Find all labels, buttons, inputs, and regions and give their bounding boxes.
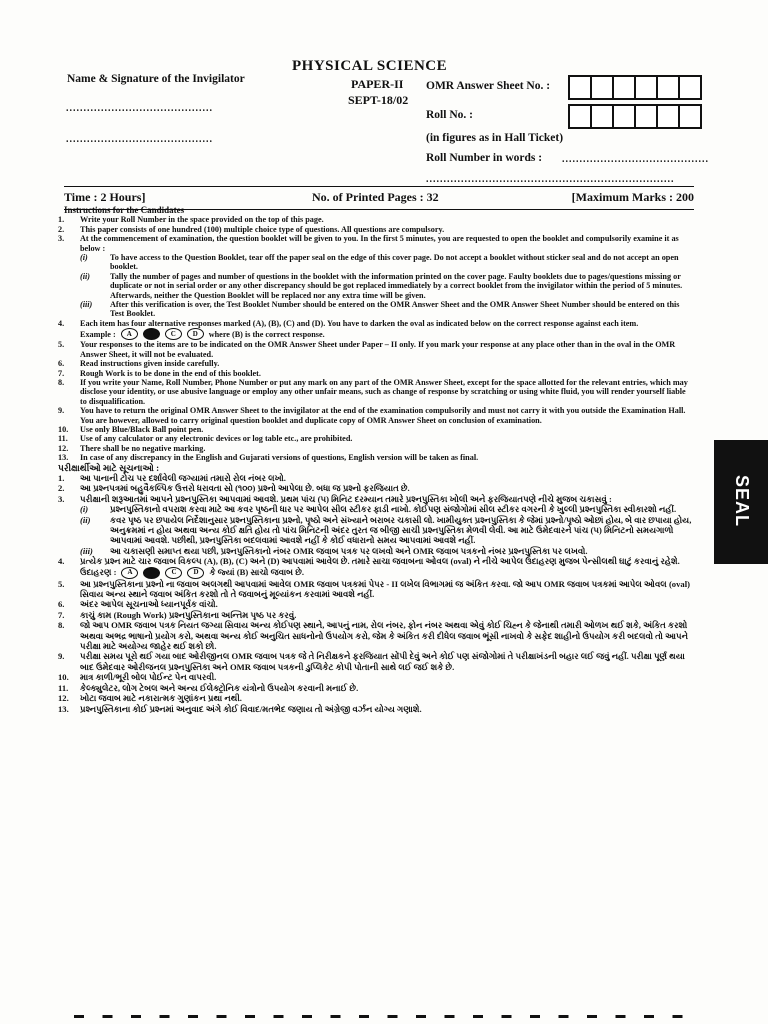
- item-number: 3.: [58, 234, 65, 244]
- item-number: 9.: [58, 406, 65, 416]
- item-text: Tally the number of pages and number of questions in the booklet with the information printed on the cover page. Faulty booklets due to pages/questions missing or duplicate or not in serial order or any other discrepancy should be got replaced immediately by a correct booklet from the invigilator within the period of 5 minutes. Afterwards, neither the Question Booklet will be replaced nor any extra time will be given.: [110, 271, 683, 300]
- instruction-item: [58, 651, 694, 672]
- time-label: Time : 2 Hours]: [64, 190, 146, 204]
- item-number: 7.: [58, 368, 65, 378]
- item-text: Use only Blue/Black Ball point pen.: [80, 424, 204, 434]
- item-number: 11.: [58, 682, 69, 693]
- english-example: Example : A B C D where (B) is the correct response.: [80, 329, 325, 339]
- sub-instruction: [80, 504, 694, 514]
- instruction-item: [58, 453, 694, 462]
- figures-note: (in figures as in Hall Ticket): [426, 132, 564, 144]
- oval-d: D: [187, 567, 204, 579]
- item-number: 12.: [58, 443, 69, 453]
- footer-marks: ▬ ▬ ▬ ▬ ▬ ▬ ▬ ▬ ▬ ▬ ▬ ▬ ▬ ▬ ▬ ▬ ▬ ▬ ▬ ▬ ▬ ▬: [74, 1010, 691, 1021]
- item-text: પ્રશ્નપુસ્તિકાનો વપરાશ કરવા માટે આ કવર પૃષ્ઠની ધાર પર આપેલ સીલ સ્ટીકર ફાડી નાખો. કોઈપણ સંજોગોમાં સીલ સ્ટીકર વગરની કે ખુલ્લી પ્રશ્નપુસ્તિકા સ્વીકારશો નહીં.: [110, 504, 677, 515]
- instruction-item: [58, 473, 694, 483]
- item-text: If you write your Name, Roll Number, Phone Number or put any mark on any part of the OMR Answer Sheet, except for the space allotted for the relevant entries, which may disclose your identity, or use abusive language or employ any other unfair means, such as change of response by scratching or using white fluid, you will render yourself liable to disqualification.: [80, 377, 688, 406]
- instructions-block: [58, 206, 694, 714]
- instruction-item: [58, 672, 694, 682]
- item-number: 3.: [58, 493, 65, 504]
- english-items: [58, 215, 694, 253]
- oval-a: A: [121, 328, 138, 340]
- sub-instruction: [80, 272, 694, 300]
- gujarati-section: [58, 463, 694, 714]
- instruction-item: [58, 704, 694, 714]
- item-number: 11.: [58, 434, 68, 444]
- item-text: In case of any discrepancy in the English and Gujarati versions of questions, English version will be taken as final.: [80, 453, 479, 463]
- item-number: (iii): [80, 300, 93, 310]
- item-text: ખોટા જવાબ માટે નકારાત્મક ગુણાંકન પ્રથા નથી.: [80, 693, 242, 704]
- item-text: જો આપ OMR જવાબ પત્રક નિયત જગ્યા સિવાય અન્ય કોઈપણ સ્થાને, આપનું નામ, રોલ નંબર, ફોન નંબર અથવા એવું કોઈ ચિહ્ન કે જેનાથી તમારી ઓળખ થઈ શકે, અંકિત કરશો અથવા અભદ્ર ભાષાનો પ્રયોગ કરો, અથવા અન્ય કોઈ અનુચિત સાધનોનો ઉપયોગ કરો, જેમ કે અંકિત કરી દીધેલ જવાબ ભૂંસી નાખવો કે સફેદ શાહીનો ઉપયોગ કરી બદલવો તો આપને પરીક્ષા માટે અયોગ્ય જાહેર થઈ શકો છો.: [80, 620, 689, 652]
- item-number: 8.: [58, 620, 65, 631]
- roll-label: Roll No. :: [426, 109, 473, 121]
- sub-instruction: [80, 253, 694, 272]
- roll-words-line-2[interactable]: .......................................................................: [426, 174, 675, 185]
- oval-c: C: [165, 567, 182, 579]
- item-text: Rough Work is to be done in the end of this booklet.: [80, 368, 261, 378]
- item-number: (i): [80, 253, 88, 263]
- gujarati-heading: પરીક્ષાર્થીઓ માટે સૂચનાઓ :: [58, 462, 160, 473]
- item-text: અંદર આપેલ સૂચનાઓ ધ્યાનપૂર્વક વાંચો.: [80, 599, 218, 610]
- item-number: 10.: [58, 424, 69, 434]
- page-title: PHYSICAL SCIENCE: [292, 58, 448, 74]
- sub-instruction: [80, 515, 694, 546]
- item-text: To have access to the Question Booklet, tear off the paper seal on the edge of this cover page. Do not accept a booklet without sticker seal and do not accept an open booklet.: [110, 253, 679, 272]
- printed-pages-label: No. of Printed Pages : 32: [312, 190, 439, 204]
- oval-b-filled: B: [143, 567, 160, 579]
- instruction-item: [58, 378, 694, 406]
- instruction-item: [58, 494, 694, 504]
- item-text: At the commencement of examination, the question booklet will be given to you. In the first 5 minutes, you are requested to open the booklet and compulsorily examine it as below :: [80, 234, 679, 253]
- item-text: After this verification is over, the Test Booklet Number should be entered on the OMR Answer Sheet and the OMR Answer Sheet Number should be entered on this Test Booklet.: [110, 300, 680, 319]
- item-number: 2.: [58, 224, 65, 234]
- oval-b-filled: B: [143, 328, 160, 340]
- roll-words-label: Roll Number in words :: [426, 152, 543, 164]
- item-number: 8.: [58, 377, 65, 387]
- item-number: 6.: [58, 599, 65, 610]
- item-number: 12.: [58, 693, 69, 704]
- instruction-item: [58, 483, 694, 493]
- english-rest-items: [58, 340, 694, 462]
- instruction-item: [58, 425, 694, 434]
- english-subitems: [58, 253, 694, 319]
- instruction-item: [58, 620, 694, 651]
- sub-instruction: [80, 546, 694, 556]
- instruction-item: [58, 444, 694, 453]
- gujarati-items: [58, 473, 694, 504]
- seal-tab[interactable]: [714, 440, 768, 564]
- item-text: Use of any calculator or any electronic devices or log table etc., are prohibited.: [80, 434, 353, 444]
- item-text: પ્રશ્નપુસ્તિકાના કોઈ પ્રશ્નમાં અનુવાદ અંગે કોઈ વિવાદ/મતભેદ જણાય તો અંગ્રેજી વર્ઝન યોગ્ય ગણાશે.: [80, 703, 422, 714]
- item-number: (ii): [80, 271, 91, 281]
- instruction-item: [58, 610, 694, 620]
- item-number: 9.: [58, 651, 65, 662]
- item-text: પરીક્ષા સમય પૂરો થઈ ગયા બાદ ઓરીજીનલ OMR જવાબ પત્રક જે તે નિરીક્ષકને ફરજિયાત સોંપી દેવું અને કોઈ પણ સંજોગોમાં તે પરીક્ષાખંડની બહાર લઈ જવું નહીં. પરીક્ષા પૂર્ણ થયા બાદ ઉમેદવાર ઓરીજનલ પ્રશ્નપુસ્તિકા અને OMR જવાબ પત્રકની ડુપ્લિકેટ કોપી પોતાની સાથે લઈ જઈ શકે છે.: [80, 651, 685, 672]
- instruction-item: [58, 225, 694, 234]
- instruction-item: [58, 599, 694, 609]
- omr-label: OMR Answer Sheet No. :: [426, 80, 551, 92]
- item-number: 13.: [58, 703, 69, 714]
- item-number: 5.: [58, 578, 65, 589]
- item-text: You have to return the original OMR Answer Sheet to the invigilator at the end of the examination compulsorily and must not carry it with you outside the Examination Hall. You are however, allowed to carry original question booklet and duplicate copy of OMR Answer Sheet on conclusion of examination.: [80, 406, 686, 425]
- item-text: પરીક્ષાની શરૂઆતમાં આપને પ્રશ્નપુસ્તિકા આપવામાં આવશે. પ્રથમ પાંચ (૫) મિનિટ દરમ્યાન તમારે પ્રશ્નપુસ્તિકા ખોલી અને ફરજિયાતપણે નીચે મુજબ ચકાસવું :: [80, 493, 612, 504]
- item-number: 7.: [58, 609, 65, 620]
- item-number: 1.: [58, 472, 65, 483]
- oval-d: D: [187, 328, 204, 340]
- oval-a: A: [121, 567, 138, 579]
- omr-number-boxes[interactable]: [570, 75, 702, 100]
- item-number: 10.: [58, 672, 69, 683]
- item-number: 1.: [58, 215, 65, 225]
- seal-label: SEAL: [732, 475, 752, 528]
- invigilator-line-1[interactable]: ..........................................: [66, 103, 213, 114]
- gujarati-subitems: [58, 504, 694, 556]
- instruction-item: [58, 234, 694, 253]
- item-text: This paper consists of one hundred (100) multiple choice type of questions. All questions are compulsory.: [80, 224, 445, 234]
- item-text: આ પ્રશ્નપુસ્તિકાના પ્રશ્નો ના જવાબ અલગથી આપવામાં આવેલ OMR જવાબ પત્રકમાં પેપર - II લખેલ વિભાગમાં જ અંકિત કરવા. જો આપ OMR જવાબ પત્રકમાં આપેલ ઓવલ (oval) સિવાય અન્ય સ્થાને જવાબ અંકિત કરશો તો તે જવાબનું મૂલ્યાંકન કરવામાં આવશે નહીં.: [80, 578, 690, 600]
- oval-c: C: [165, 328, 182, 340]
- instruction-item: [58, 359, 694, 368]
- gujarati-item-4: 4. પ્રત્યેક પ્રશ્ન માટે ચાર જવાબ વિકલ્પ (A), (B), (C) અને (D) આપવામાં આવેલ છે. તમારે સાચા જવાબના ઓવલ (oval) ને નીચે આપેલ ઉદાહરણ મુજબ પેન્સીલથી ઘાટું કરવાનું રહેશે.: [58, 556, 680, 567]
- item-number: 13.: [58, 453, 69, 463]
- item-text: આ ચકાસણી સમાપ્ત થયા પછી, પ્રશ્નપુસ્તિકાનો નંબર OMR જવાબ પત્રક પર લખવો અને OMR જવાબ પત્રકનો નંબર પ્રશ્નપુસ્તિકા પર લખવો.: [110, 545, 588, 556]
- invigilator-line-2[interactable]: ..........................................: [66, 134, 213, 145]
- item-text: કાચું કામ (Rough Work) પ્રશ્નપુસ્તિકાના અન્તિમ પૃષ્ઠ પર કરવું.: [80, 609, 297, 620]
- instruction-item: [58, 215, 694, 224]
- instruction-item: [58, 693, 694, 703]
- instruction-item: [58, 340, 694, 359]
- sub-instruction: [80, 300, 694, 319]
- english-heading: Instructions for the Candidates: [64, 205, 185, 215]
- item-number: 5.: [58, 340, 65, 350]
- item-number: 2.: [58, 483, 65, 494]
- instruction-item: [58, 434, 694, 443]
- gujarati-rest-items: [58, 579, 694, 714]
- item-number: (ii): [80, 514, 91, 525]
- instruction-item: [58, 369, 694, 378]
- instruction-item: [58, 579, 694, 600]
- paper-code: SEPT-18/02: [348, 93, 409, 107]
- item-number: (iii): [80, 545, 93, 556]
- item-text: આ પ્રશ્નપત્રમાં બહુવૈકલ્પિક ઉત્તરો ધરાવતા સો (૧૦૦) પ્રશ્નો આપેલા છે. બધા જ પ્રશ્નો ફરજિયાત છે.: [80, 483, 410, 494]
- item-text: Read instructions given inside carefully.: [80, 359, 220, 369]
- roll-number-boxes[interactable]: [570, 104, 702, 129]
- roll-words-line-1[interactable]: ..........................................: [562, 154, 709, 165]
- paper-number: PAPER-II: [351, 77, 404, 91]
- item-text: કેલ્ક્યુલેટર, લોગ ટેબલ અને અન્ય ઈલેક્ટ્રોનિક યંત્રોનો ઉપયોગ કરવાની મનાઈ છે.: [80, 682, 359, 693]
- item-number: (i): [80, 504, 89, 515]
- instruction-item: [58, 683, 694, 693]
- instruction-item: [58, 406, 694, 425]
- item-text: આ પાનાની ટોચ પર દર્શાવેલી જગ્યામાં તમારો રોલ નંબર લખો.: [80, 472, 286, 483]
- invigilator-label: Name & Signature of the Invigilator: [67, 73, 245, 85]
- gujarati-example: ઉદાહરણ : A B C D કે જ્યાં (B) સાચો જવાબ છે.: [80, 567, 305, 578]
- item-text: Write your Roll Number in the space provided on the top of this page.: [80, 215, 324, 225]
- item-text: There shall be no negative marking.: [80, 443, 206, 453]
- item-text: કવર પૃષ્ઠ પર છપાયેલ નિર્દેશાનુસાર પ્રશ્નપુસ્તિકાના પ્રશ્નો, પૃષ્ઠો અને સંખ્યાને બરાબર ચકાસી લો. ખામીયુક્ત પ્રશ્નપુસ્તિકા કે જેમાં પ્રશ્નો/પૃષ્ઠો ઓછાં હોય, બે વાર છપાયા હોય, અનુક્રમમાં ન હોય અથવા અન્ય કોઈ ક્ષતિ હોય તો પાંચ મિનિટની અંદર તુરત જ બીજી સાચી પ્રશ્નપુસ્તિકા મેળવી લેવી. આ માટે ઉમેદવારને પાંચ (૫) મિનિટનો સમયગાળો આપવામાં આવશે. પછીથી, પ્રશ્નપુસ્તિકા બદલવામાં આવશે નહીં કે કોઈ વધારાનો સમય આપવામાં આવશે નહીં.: [110, 514, 692, 546]
- maximum-marks-label: [Maximum Marks : 200: [571, 190, 694, 204]
- item-text: માત્ર કાળી/ભૂરી બોલ પોઈન્ટ પેન વાપરવી.: [80, 672, 217, 683]
- item-text: Your responses to the items are to be indicated on the OMR Answer Sheet under Paper – II only. If you mark your response at any place other than in the oval in the OMR Answer Sheet, it will not be evaluated.: [80, 340, 676, 359]
- english-item-4: 4. Each item has four alternative responses marked (A), (B), (C) and (D). You have to darken the oval as indicated below on the correct response against each item.: [58, 318, 639, 328]
- item-number: 6.: [58, 359, 65, 369]
